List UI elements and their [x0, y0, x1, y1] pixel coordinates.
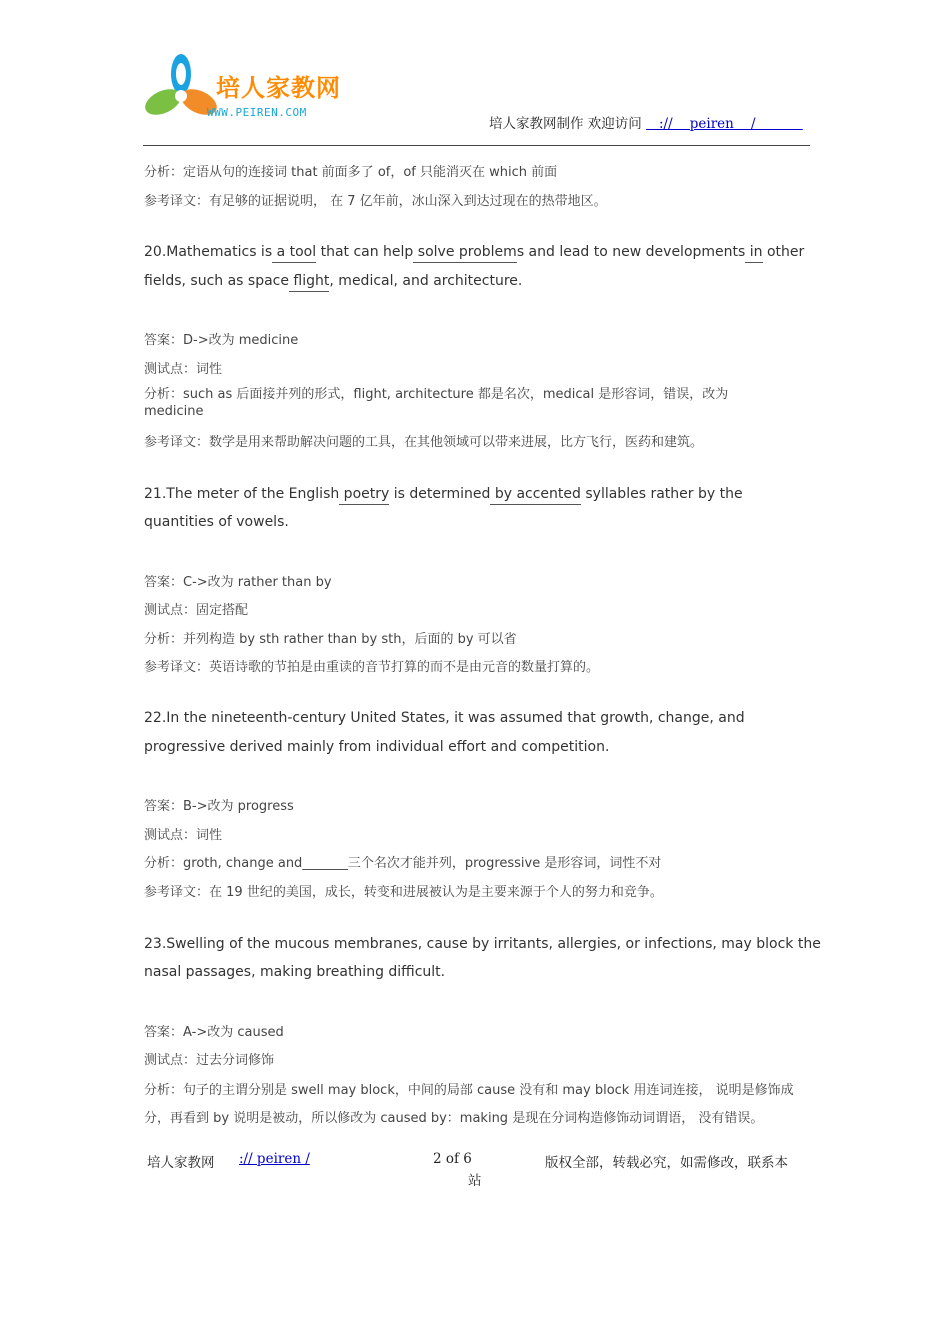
analysis-20: 分析：such as 后面接并列的形式，flight, architecture 都是名次，medical 是形容词，错误，改为 medicine — [144, 387, 729, 419]
analysis-21: 分析：并列构造 by sth rather than by sth，后面的 by 可以省 — [144, 632, 517, 647]
test-point-20: 测试点：词性 — [144, 362, 223, 377]
answer-20: 答案：D->改为 medicine — [144, 333, 299, 348]
question-23-line1: 23.Swelling of the mucous membranes, cause by irritants, allergies, or infections, may block the — [144, 936, 821, 952]
test-point-22: 测试点：词性 — [144, 828, 223, 843]
analysis-22: 分析：groth, change and_______三个名次才能并列，progressive 是形容词，词性不对 — [144, 856, 662, 871]
translation-19: 参考译文：有足够的证据说明， 在 7 亿年前，冰山深入到达过现在的热带地区。 — [144, 194, 607, 209]
footer-copyright: 版权全部，转载必究，如需修改，联系本 — [545, 1155, 788, 1171]
analysis-23: 分析：句子的主谓分别是 swell may block，中间的局部 cause 没有和 may block 用连词连接， 说明是修饰成分，再看到 by 说明是被动，所以修改为 caused by：making 是现在分词构造修饰动词谓语， 没有错误。 — [144, 1083, 794, 1126]
test-point-23: 测试点：过去分词修饰 — [144, 1053, 275, 1068]
answer-22: 答案：B->改为 progress — [144, 799, 294, 814]
analysis-19: 分析：定语从句的连接词 that 前面多了 of，of 只能消灭在 which 前面 — [144, 165, 558, 180]
translation-20: 参考译文：数学是用来帮助解决问题的工具，在其他领域可以带来进展，比方飞行，医药和建筑。 — [144, 435, 704, 450]
footer-link[interactable]: :// peiren / — [239, 1151, 310, 1167]
header-link[interactable]: :// peiren / — [646, 116, 803, 132]
header-divider — [143, 145, 810, 146]
question-23-line2: nasal passages, making breathing difficult. — [144, 964, 446, 980]
answer-21: 答案：C->改为 rather than by — [144, 575, 332, 590]
question-22-line1: 22.In the nineteenth-century United States, it was assumed that growth, change, and — [144, 710, 745, 726]
peiren-logo — [143, 50, 358, 128]
answer-23: 答案：A->改为 caused — [144, 1025, 284, 1040]
logo-url: WWW.PEIREN.COM — [207, 106, 307, 119]
footer-site: 培人家教网 — [147, 1155, 215, 1171]
question-20-line1: 20.Mathematics is a tool that can help solve problems and lead to new developments in other — [144, 244, 805, 260]
question-21-line2: quantities of vowels. — [144, 514, 289, 530]
test-point-21: 测试点：固定搭配 — [144, 603, 249, 618]
header-made-by: 培人家教网制作 欢迎访问 — [489, 116, 642, 132]
question-22-line2: progressive derived mainly from individual effort and competition. — [144, 739, 610, 755]
translation-22: 参考译文：在 19 世纪的美国，成长，转变和进展被认为是主要来源于个人的努力和竞争。 — [144, 885, 663, 900]
translation-21: 参考译文：英语诗歌的节拍是由重读的音节打算的而不是由元音的数量打算的。 — [144, 660, 600, 675]
footer-page-suffix: 站 — [468, 1173, 482, 1189]
question-20-line2: fields, such as space flight, medical, and architecture. — [144, 273, 523, 289]
logo-text: 培人家教网 — [216, 74, 341, 102]
footer-page-number: 2 of 6 — [433, 1151, 472, 1167]
question-21-line1: 21.The meter of the English poetry is determined by accented syllables rather by the — [144, 486, 743, 502]
header-text — [489, 112, 803, 132]
